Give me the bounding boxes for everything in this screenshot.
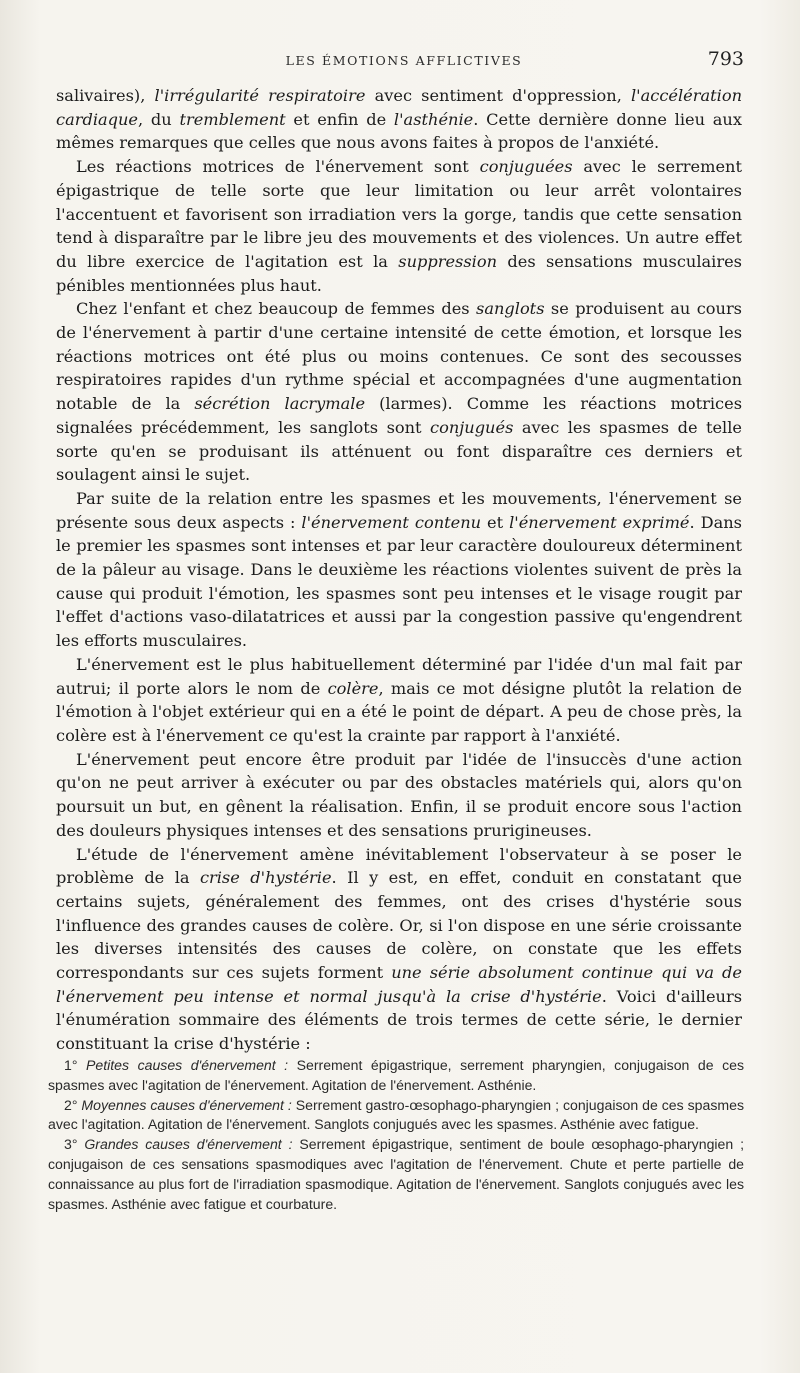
- italic-text: Petites causes d'énervement :: [85, 1057, 289, 1073]
- italic-text: l'énervement contenu: [301, 512, 482, 532]
- text-run: 2°: [64, 1096, 82, 1113]
- italic-text: colère: [327, 678, 379, 698]
- text-run: des sensations musculaires pénibles mentionnées plus haut.: [56, 251, 742, 295]
- text-run: . Il y est, en effet, conduit en constatant que certains sujets, généralement des femmes, ont des crises d'hystérie sous l'influence des grandes causes de colère. Or, si l'on dispose en une série croissante les diverses intensités des causes de colère, on constate que les effets correspondants sur ces sujets forment: [56, 868, 742, 983]
- list-item: [48, 1056, 744, 1096]
- paragraph: [56, 487, 742, 653]
- paragraph: [56, 155, 742, 297]
- text-run: 1°: [64, 1057, 86, 1073]
- page-number: 793: [707, 48, 744, 70]
- text-run: , du: [138, 109, 180, 129]
- text-run: Serrement gastro-œsophago-pharyngien ; conjugaison de ces spasmes avec l'agitation. Agitation de l'énervement. Sanglots conjugués avec les spasmes. Asthénie avec fatigue.: [48, 1096, 744, 1133]
- text-run: 3°: [64, 1136, 85, 1153]
- paragraph: [56, 843, 742, 1056]
- text-run: L'énervement peut encore être produit par l'idée de l'insuccès d'une action qu'on ne peut arriver à exécuter ou par des obstacles matériels qui, alors qu'on poursuit un but, en gênent la réalisation. Enfin, il se produit encore sous l'action des douleurs physiques intenses et des sensations prurigineuses.: [56, 749, 742, 840]
- italic-text: sanglots: [476, 299, 545, 319]
- italic-text: crise d'hystérie: [199, 868, 332, 888]
- text-run: L'étude de l'énervement amène inévitablement l'observateur à se poser le problème de la: [56, 844, 742, 888]
- italic-text: Moyennes causes d'énervement :: [81, 1096, 292, 1113]
- text-run: avec sentiment d'oppression,: [365, 86, 631, 105]
- symptom-list: [48, 1056, 744, 1214]
- text-run: L'énervement est le plus habituellement déterminé par l'idée d'un mal fait par autrui; il porte alors le nom de: [56, 654, 742, 698]
- italic-text: une série absolument continue qui va de l'énervement peu intense et normal jusqu'à la crise d'hystérie: [56, 963, 742, 1006]
- text-run: Chez l'enfant et chez beaucoup de femmes des: [76, 299, 477, 319]
- italic-text: l'irrégularité respiratoire: [154, 86, 366, 105]
- text-run: Serrement épigastrique, sentiment de boule œsophago-pharyngien ; conjugaison de ces sensations spasmodiques avec l'agitation de l'énervement. Chute et perte partielle de connaissance au plus fort de l'irradiation spasmodique. Agitation de l'énervement. Sanglots conjugués avec les spasmes. Asthénie avec fatigue et courbature.: [48, 1136, 744, 1212]
- list-item: [48, 1135, 744, 1214]
- text-run: et enfin de: [285, 109, 394, 129]
- italic-text: conjugués: [430, 417, 514, 437]
- body-text: [56, 84, 742, 1056]
- text-run: . Voici d'ailleurs l'énumération sommaire des éléments de trois termes de cette série, le dernier constituant la crise d'hystérie :: [56, 986, 742, 1054]
- paragraph: [56, 653, 742, 748]
- italic-text: sécrétion lacrymale: [194, 394, 366, 414]
- paragraph: [56, 297, 742, 487]
- text-run: Les réactions motrices de l'énervement sont: [76, 157, 480, 177]
- italic-text: l'asthénie: [393, 109, 474, 129]
- text-run: Serrement épigastrique, serrement pharyngien, conjugaison de ces spasmes avec l'agitation de l'énervement. Agitation de l'énervement. Asthénie.: [48, 1057, 744, 1093]
- text-run: avec les spasmes de telle sorte qu'en se produisant ils atténuent ou font disparaître ces derniers et soulagent ainsi le sujet.: [56, 417, 742, 485]
- italic-text: Grandes causes d'énervement :: [84, 1136, 293, 1153]
- italic-text: suppression: [398, 251, 498, 271]
- list-item: [48, 1096, 744, 1136]
- text-run: se produisent au cours de l'énervement à partir d'une certaine intensité de cette émotion, et lorsque les réactions motrices ont été plus ou moins contenues. Ce sont des secousses respiratoires rapides d'un rythme spécial et accompagnées d'une augmentation notable de la: [56, 299, 742, 414]
- text-run: et: [481, 512, 510, 532]
- italic-text: l'énervement exprimé: [509, 512, 690, 532]
- running-title: LES ÉMOTIONS AFFLICTIVES: [285, 53, 523, 68]
- text-run: , mais ce mot désigne plutôt la relation de l'émotion à l'objet extérieur qui en a été le point de départ. A peu de chose près, la colère est à l'énervement ce qu'est la crainte par rapport à l'anxiété.: [56, 678, 742, 745]
- italic-text: l'accélération cardiaque: [56, 86, 742, 129]
- text-run: . Cette dernière donne lieu aux mêmes remarques que celles que nous avons faites à propos de l'anxiété.: [56, 109, 742, 153]
- text-run: Par suite de la relation entre les spasmes et les mouvements, l'énervement se présente sous deux aspects :: [56, 488, 742, 532]
- text-run: (larmes). Comme les réactions motrices signalées précédemment, les sanglots sont: [56, 394, 742, 437]
- paragraph: [56, 748, 742, 843]
- italic-text: conjuguées: [479, 157, 573, 177]
- paragraph: [56, 84, 742, 155]
- text-run: avec le serrement épigastrique de telle sorte que leur limitation ou leur arrêt volontaires l'accentuent et favorisent son irradiation vers la gorge, tandis que cette sensation tend à disparaître par le libre jeu des mouvements et des violences. Un autre effet du libre exercice de l'agitation est la: [56, 157, 742, 271]
- text-run: salivaires),: [56, 86, 155, 105]
- text-run: . Dans le premier les spasmes sont intenses et par leur caractère douloureux déterminent de la pâleur au visage. Dans le deuxième les réactions violentes suivent de près la cause qui produit l'émotion, les spasmes sont peu intenses et le visage rougit par l'effet d'actions vaso-dilatatrices et aussi par la congestion passive qu'engendrent les efforts musculaires.: [56, 512, 742, 651]
- page-header: [58, 48, 750, 74]
- italic-text: tremblement: [179, 109, 286, 129]
